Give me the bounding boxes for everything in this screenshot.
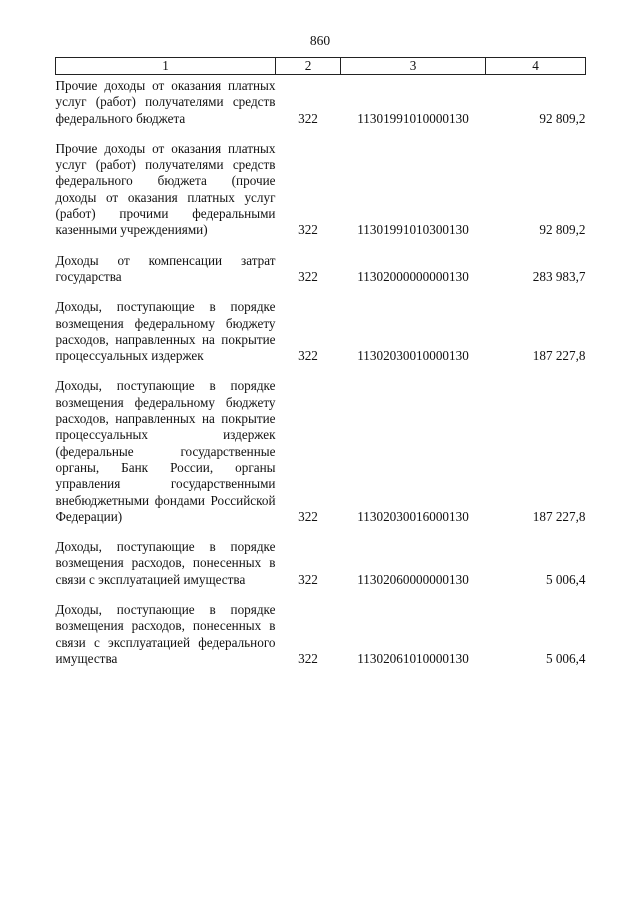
revenue-name: Доходы, поступающие в порядке возмещения федеральному бюджету расходов, направленных на покрытие процессуальных издержек (федеральные государственные органы, Банк России, органы управления государственными внебюджетными фондами Российской Федерации) [55, 378, 276, 524]
table-row [56, 539, 586, 602]
administrator-code: 322 [298, 508, 318, 524]
page-number: 860 [309, 33, 331, 48]
amount: 92 809,2 [539, 110, 586, 126]
amount: 5 006,4 [545, 650, 586, 666]
table-row [56, 378, 586, 539]
budget-classification-code: 11301991010000130 [357, 110, 469, 126]
table-row [56, 602, 586, 681]
budget-classification-code: 11302030010000130 [357, 348, 469, 364]
revenue-name: Доходы от компенсации затрат государства [55, 252, 276, 284]
table-row [56, 75, 586, 141]
amount: 92 809,2 [539, 222, 586, 238]
amount: 187 227,8 [532, 348, 586, 364]
column-header-3: 3 [341, 58, 486, 75]
budget-classification-code: 11302030016000130 [357, 508, 469, 524]
revenue-name: Доходы, поступающие в порядке возмещения расходов, понесенных в связи с эксплуатацией федерального имущества [55, 602, 276, 666]
table-row [56, 253, 586, 300]
table-row [56, 299, 586, 378]
amount: 187 227,8 [532, 508, 586, 524]
revenue-name: Прочие доходы от оказания платных услуг (работ) получателями средств федерального бюджета (прочие доходы от оказания платных услуг (работ) прочими федеральными казенными учреждениями) [55, 140, 276, 238]
budget-classification-code: 11302061010000130 [357, 650, 469, 666]
revenue-name: Доходы, поступающие в порядке возмещения федеральному бюджету расходов, направленных на покрытие процессуальных издержек [55, 299, 276, 364]
column-header-4: 4 [486, 58, 586, 75]
administrator-code: 322 [298, 222, 318, 238]
administrator-code: 322 [298, 571, 318, 587]
amount: 5 006,4 [545, 571, 586, 587]
budget-revenue-table [55, 57, 586, 681]
table-row [56, 141, 586, 253]
administrator-code: 322 [298, 268, 318, 284]
revenue-name: Доходы, поступающие в порядке возмещения расходов, понесенных в связи с эксплуатацией имущества [55, 539, 276, 587]
administrator-code: 322 [298, 110, 318, 126]
administrator-code: 322 [298, 650, 318, 666]
revenue-name: Прочие доходы от оказания платных услуг (работ) получателями средств федерального бюджета [55, 78, 276, 126]
budget-classification-code: 11302060000000130 [357, 571, 469, 587]
column-number-header-row [56, 58, 586, 75]
column-header-1: 1 [56, 58, 276, 75]
budget-classification-code: 11301991010300130 [357, 222, 469, 238]
amount: 283 983,7 [532, 268, 586, 284]
column-header-2: 2 [276, 58, 341, 75]
budget-classification-code: 11302000000000130 [357, 268, 469, 284]
administrator-code: 322 [298, 348, 318, 364]
